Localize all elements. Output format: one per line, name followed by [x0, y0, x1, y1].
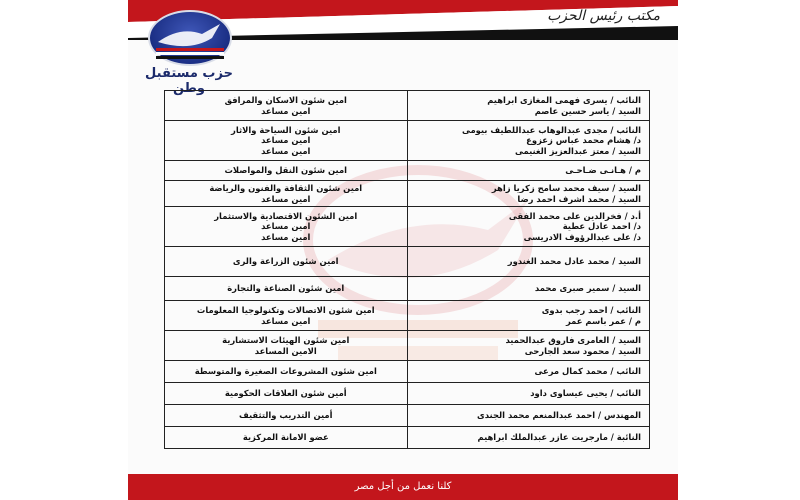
roles-cell: [165, 161, 408, 181]
member-name: م / عمر باسم عمر: [565, 315, 641, 326]
table-row: [165, 161, 650, 181]
member-role: امين شئون السياحة والاثار: [231, 124, 341, 135]
member-role: أمين شئون العلاقات الحكومية: [224, 388, 347, 399]
member-name: السيد / محمد اشرف احمد رضا: [517, 193, 641, 204]
party-name: حزب مستقبل وطن: [145, 66, 233, 96]
names-cell: [407, 331, 650, 361]
member-name: م / هـانـى ضـاحـى: [565, 165, 641, 176]
document-page: [128, 0, 678, 500]
names-cell: [407, 383, 650, 405]
member-role: امين شئون الاتصالات وتكنولوجيا المعلومات: [196, 305, 375, 315]
party-logo: [134, 8, 244, 96]
roles-cell: [165, 277, 408, 301]
roles-cell: [165, 121, 408, 161]
member-role: امين شئون الثقافة والفنون والرياضة: [209, 183, 363, 193]
roles-cell: [165, 361, 408, 383]
names-cell: [407, 207, 650, 247]
names-cell: [407, 427, 650, 449]
member-role: امين مساعد: [261, 105, 311, 116]
table-row: [165, 181, 650, 207]
member-role: امين شئون المشروعات الصغيرة والمتوسطة: [194, 366, 377, 377]
roles-cell: [165, 383, 408, 405]
roles-cell: [165, 331, 408, 361]
member-role: امين شئون الاسكان والمرافق: [224, 95, 347, 105]
roles-cell: [165, 405, 408, 427]
roles-cell: [165, 427, 408, 449]
table-row: [165, 277, 650, 301]
names-cell: [407, 247, 650, 277]
member-role: امين مساعد: [261, 221, 311, 232]
table-row: [165, 301, 650, 331]
names-cell: [407, 181, 650, 207]
table-row: [165, 331, 650, 361]
member-role: امين شئون الصناعة والتجارة: [227, 283, 345, 294]
names-cell: [407, 161, 650, 181]
member-name: د/ هشام محمد عباس زعزوع: [526, 135, 641, 146]
member-name: النائب / يسرى فهمى المغازى ابراهيم: [487, 95, 641, 105]
roles-cell: [165, 181, 408, 207]
names-cell: [407, 91, 650, 121]
member-name: النائب / محمد كمال مرعى: [534, 366, 641, 377]
member-role: امين الشئون الاقتصادية والاستثمار: [214, 210, 358, 221]
member-name: أ.د / فخرالدين على محمد الفقى: [508, 210, 641, 221]
officials-table: [164, 90, 650, 449]
table-row: [165, 247, 650, 277]
member-name: المهندس / احمد عبدالمنعم محمد الجندى: [477, 410, 641, 421]
member-name: النائب / يحيى عيساوى داود: [530, 388, 641, 399]
member-role: امين مساعد: [261, 145, 311, 156]
member-role: أمين التدريب والتثقيف: [239, 410, 333, 421]
names-cell: [407, 277, 650, 301]
member-name: السيد / محمد عادل محمد الغندور: [507, 256, 641, 267]
member-name: السيد / ياسر حسين عاصم: [534, 105, 641, 116]
member-name: السيد / سيف محمد سامح زكريا زاهر: [491, 183, 641, 193]
member-role: الامين المساعد: [254, 345, 317, 356]
names-cell: [407, 301, 650, 331]
member-name: د/ احمد عادل عطية: [562, 221, 641, 232]
member-name: السيد / معتز عبدالعزيز الغنيمى: [514, 145, 641, 156]
member-role: امين مساعد: [261, 135, 311, 146]
member-role: امين مساعد: [261, 315, 311, 326]
roles-cell: [165, 301, 408, 331]
names-cell: [407, 405, 650, 427]
table-row: [165, 383, 650, 405]
member-role: امين مساعد: [261, 231, 311, 242]
table-row: [165, 121, 650, 161]
logo-emblem-icon: [148, 10, 232, 66]
member-name: السيد / سمير صبرى محمد: [534, 283, 641, 294]
member-role: امين مساعد: [261, 193, 311, 204]
roles-cell: [165, 91, 408, 121]
roles-cell: [165, 247, 408, 277]
table-row: [165, 427, 650, 449]
names-cell: [407, 121, 650, 161]
roles-cell: [165, 207, 408, 247]
table-row: [165, 405, 650, 427]
footer-slogan: كلنا نعمل من أجل مصر: [354, 481, 452, 492]
member-name: النائبة / مارجريت عازر عبدالملك ابراهيم: [477, 432, 641, 443]
member-name: السيد / محمود سعد الجارحى: [524, 345, 641, 356]
names-cell: [407, 361, 650, 383]
table-row: [165, 361, 650, 383]
member-name: النائب / مجدى عبدالوهاب عبداللطيف بيومى: [461, 124, 641, 135]
member-name: النائب / احمد رجب بدوى: [541, 305, 641, 315]
table-row: [165, 207, 650, 247]
member-name: د/ على عبدالرؤوف الادريسى: [523, 231, 641, 242]
member-role: عضو الامانة المركزية: [242, 432, 329, 443]
member-role: امين شئون الزراعة والرى: [232, 256, 339, 267]
office-title: مكتب رئيس الحزب: [547, 8, 660, 24]
table-row: [165, 91, 650, 121]
footer-band: [128, 474, 678, 500]
member-role: امين شئون الهيئات الاستشارية: [222, 335, 350, 345]
member-name: السيد / العامرى فاروق عبدالحميد: [505, 335, 641, 345]
member-role: امين شئون النقل والمواصلات: [224, 165, 348, 176]
